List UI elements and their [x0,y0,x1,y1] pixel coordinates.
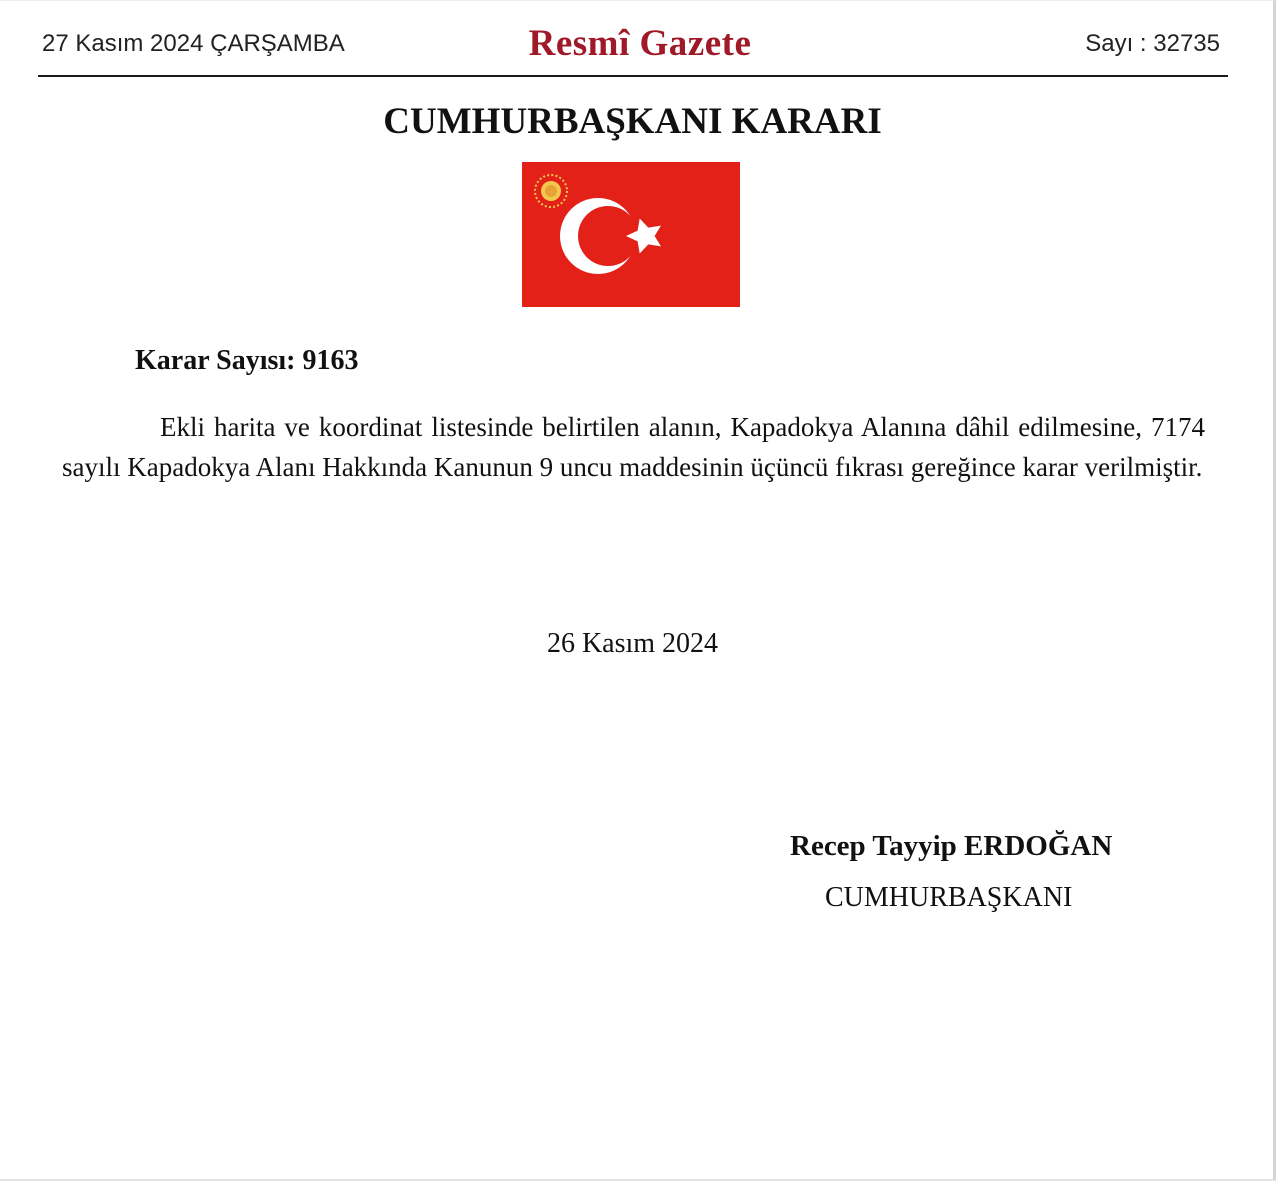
decision-number: Karar Sayısı: 9163 [135,345,359,376]
document-title: CUMHURBAŞKANI KARARI [383,101,882,142]
turkish-flag-icon [522,162,740,307]
publication-title: Resmî Gazete [528,23,752,64]
signer-name: Recep Tayyip ERDOĞAN [790,830,1113,862]
signer-title: CUMHURBAŞKANI [825,882,1073,913]
issue-number: Sayı : 32735 [1085,30,1220,57]
decision-body: Ekli harita ve koordinat listesinde belirtilen alanın, Kapadokya Alanına dâhil edilmesine, 7174 sayılı Kapadokya Alanı Hakkında Kanunun 9 uncu maddesinin üçüncü fıkrası gereğince karar verilmiştir. [62,412,1205,482]
signing-date: 26 Kasım 2024 [546,628,719,659]
header-divider [38,75,1228,77]
header-date: 27 Kasım 2024 ÇARŞAMBA [42,30,345,57]
